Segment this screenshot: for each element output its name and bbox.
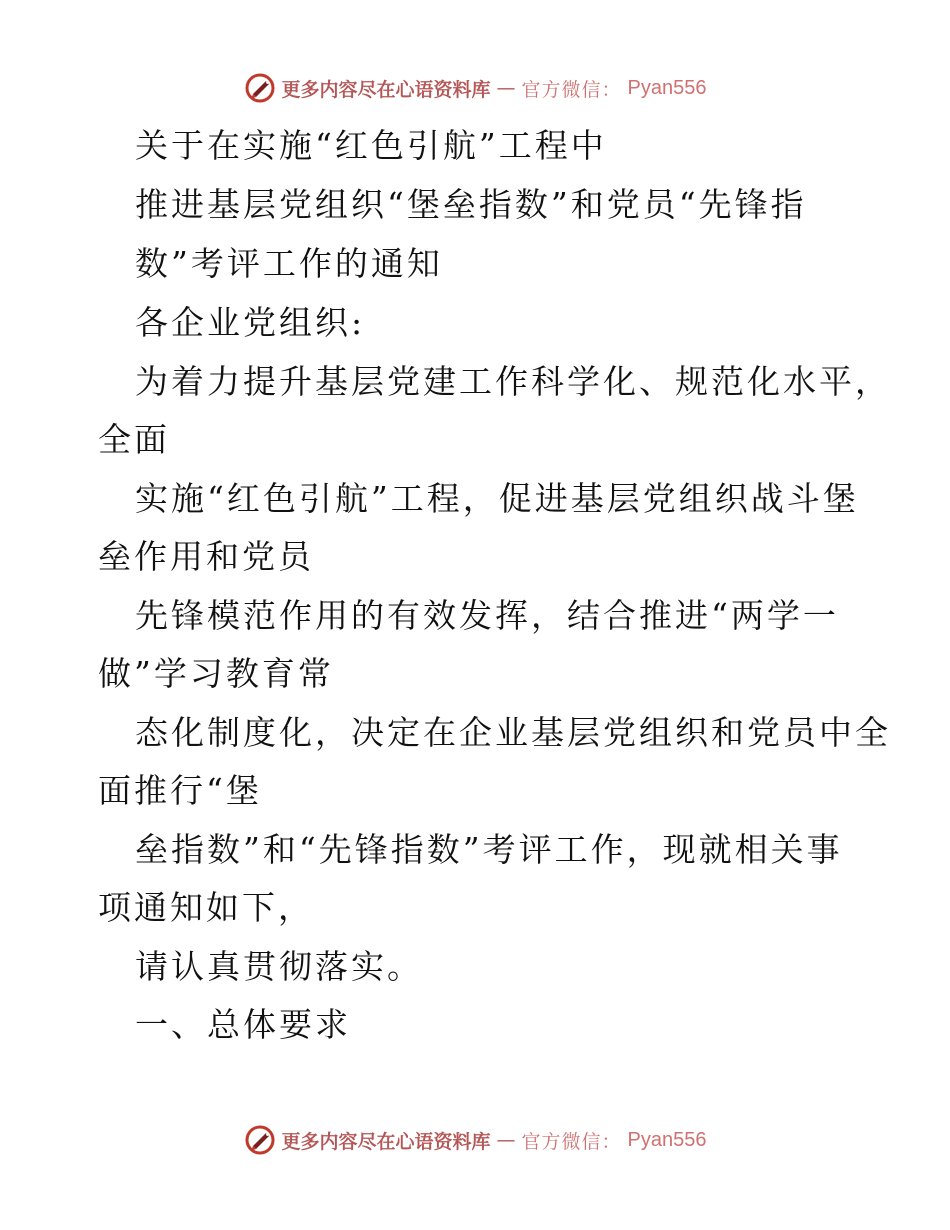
body-line: 做”学习教育常 bbox=[98, 654, 334, 693]
footer-banner bbox=[0, 1124, 950, 1156]
body-line: 全面 bbox=[98, 420, 170, 459]
site-name: 更多内容尽在心语资料库 bbox=[281, 1130, 491, 1153]
body-line: 项通知如下， bbox=[98, 888, 314, 927]
section-heading: 一、总体要求 bbox=[135, 1005, 351, 1044]
wechat-label: 官方微信： bbox=[521, 78, 622, 101]
body-line: 实施“红色引航”工程，促进基层党组织战斗堡 bbox=[135, 479, 859, 518]
body-line: 为着力提升基层党建工作科学化、规范化水平， bbox=[135, 362, 891, 401]
wechat-label: 官方微信： bbox=[521, 1130, 622, 1153]
wechat-id: Pyan556 bbox=[627, 76, 707, 99]
body-line: 先锋模范作用的有效发挥，结合推进“两学一 bbox=[135, 596, 839, 635]
body-line: 请认真贯彻落实。 bbox=[135, 947, 423, 986]
body-line: 垒指数”和“先锋指数”考评工作，现就相关事 bbox=[135, 830, 843, 869]
title-line-1: 关于在实施“红色引航”工程中 bbox=[135, 126, 607, 165]
body-line: 面推行“堡 bbox=[98, 771, 262, 810]
separator-dash: — bbox=[496, 1129, 516, 1151]
pen-logo-icon bbox=[244, 1124, 276, 1156]
pen-logo-icon bbox=[244, 72, 276, 104]
wechat-id: Pyan556 bbox=[627, 1128, 707, 1151]
body-line: 态化制度化，决定在企业基层党组织和党员中全 bbox=[135, 713, 891, 752]
separator-dash: — bbox=[496, 77, 516, 99]
site-name: 更多内容尽在心语资料库 bbox=[281, 78, 491, 101]
header-banner bbox=[0, 72, 950, 104]
title-line-2: 推进基层党组织“堡垒指数”和党员“先锋指 bbox=[135, 185, 807, 224]
body-line: 垒作用和党员 bbox=[98, 537, 314, 576]
title-line-3: 数”考评工作的通知 bbox=[135, 244, 443, 283]
salutation: 各企业党组织: bbox=[135, 303, 366, 342]
